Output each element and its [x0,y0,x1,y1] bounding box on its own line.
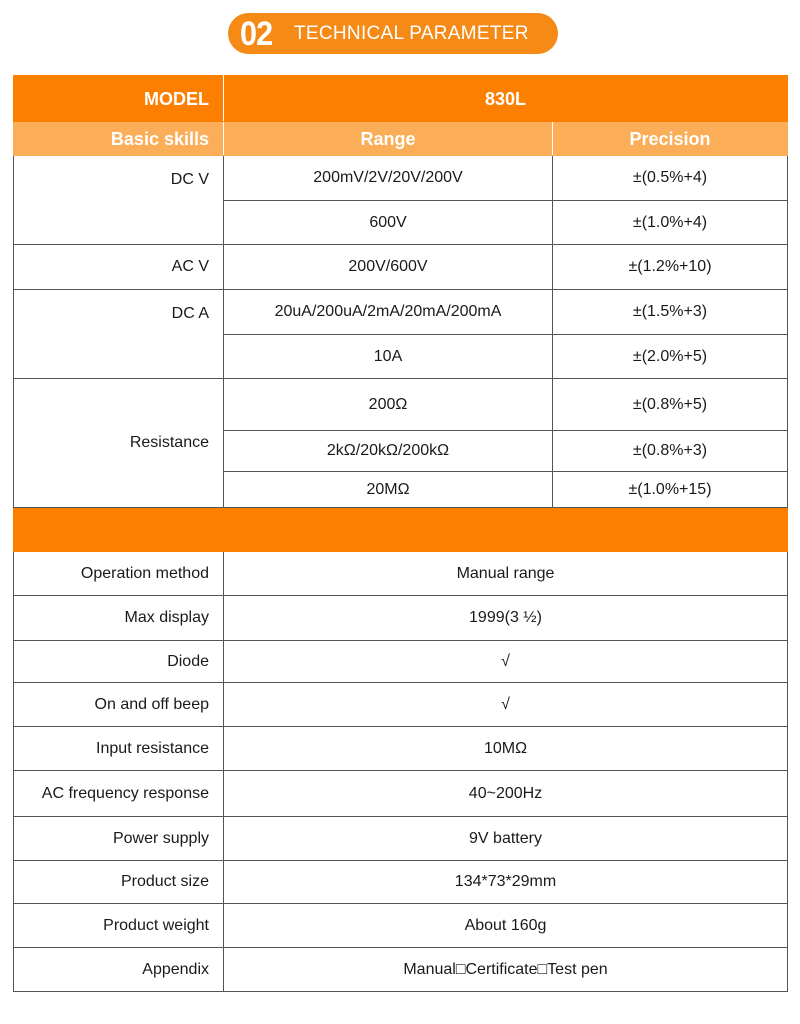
table-row [14,948,788,992]
precision-cell: ±(0.8%+5) [553,379,788,431]
function-label-dca: DC A [14,290,224,379]
table-row [14,771,788,817]
function-label-resistance: Resistance [14,379,224,508]
spec-label: Product size [14,861,224,904]
spec-value: 10MΩ [224,727,788,771]
column-header-range: Range [224,122,553,156]
table-row [14,290,788,335]
column-header-basic-skills: Basic skills [14,122,224,156]
column-header-row [14,122,788,156]
spec-value: Manual□Certificate□Test pen [224,948,788,992]
divider-cell [14,508,788,552]
table-row [14,552,788,596]
range-cell: 20uA/200uA/2mA/20mA/200mA [224,290,553,335]
range-cell: 10A [224,335,553,379]
function-label-acv: AC V [14,245,224,290]
model-value: 830L [224,76,788,122]
spec-label: Diode [14,641,224,683]
spec-label: Power supply [14,817,224,861]
function-label-dcv: DC V [14,156,224,245]
table-row [14,817,788,861]
table-row [14,683,788,727]
spec-value: 9V battery [224,817,788,861]
table-row [14,379,788,431]
technical-parameter-table [13,75,788,992]
range-cell: 200V/600V [224,245,553,290]
spec-label: Operation method [14,552,224,596]
section-title: TECHNICAL PARAMETER [294,23,529,44]
model-row [14,76,788,122]
spec-value: About 160g [224,904,788,948]
spec-value: Manual range [224,552,788,596]
section-number: 02 [240,15,273,53]
column-header-precision: Precision [553,122,788,156]
spec-label: Input resistance [14,727,224,771]
section-header-badge [228,13,558,54]
table-row [14,904,788,948]
spec-value: 40~200Hz [224,771,788,817]
spec-label: On and off beep [14,683,224,727]
precision-cell: ±(0.5%+4) [553,156,788,201]
range-cell: 2kΩ/20kΩ/200kΩ [224,431,553,472]
spec-value: 1999(3 ½) [224,596,788,641]
model-label: MODEL [14,76,224,122]
spec-value: 134*73*29mm [224,861,788,904]
precision-cell: ±(1.2%+10) [553,245,788,290]
range-cell: 200mV/2V/20V/200V [224,156,553,201]
precision-cell: ±(2.0%+5) [553,335,788,379]
table-row [14,156,788,201]
table-row [14,245,788,290]
spec-label: Product weight [14,904,224,948]
spec-label: AC frequency response [14,771,224,817]
table-row [14,727,788,771]
spec-value: √ [224,641,788,683]
spec-label: Appendix [14,948,224,992]
table-row [14,596,788,641]
precision-cell: ±(0.8%+3) [553,431,788,472]
spec-label: Max display [14,596,224,641]
range-cell: 600V [224,201,553,245]
range-cell: 200Ω [224,379,553,431]
table-row [14,861,788,904]
precision-cell: ±(1.5%+3) [553,290,788,335]
spec-value: √ [224,683,788,727]
precision-cell: ±(1.0%+4) [553,201,788,245]
section-divider-band [14,508,788,552]
table-row [14,641,788,683]
range-cell: 20MΩ [224,472,553,508]
precision-cell: ±(1.0%+15) [553,472,788,508]
